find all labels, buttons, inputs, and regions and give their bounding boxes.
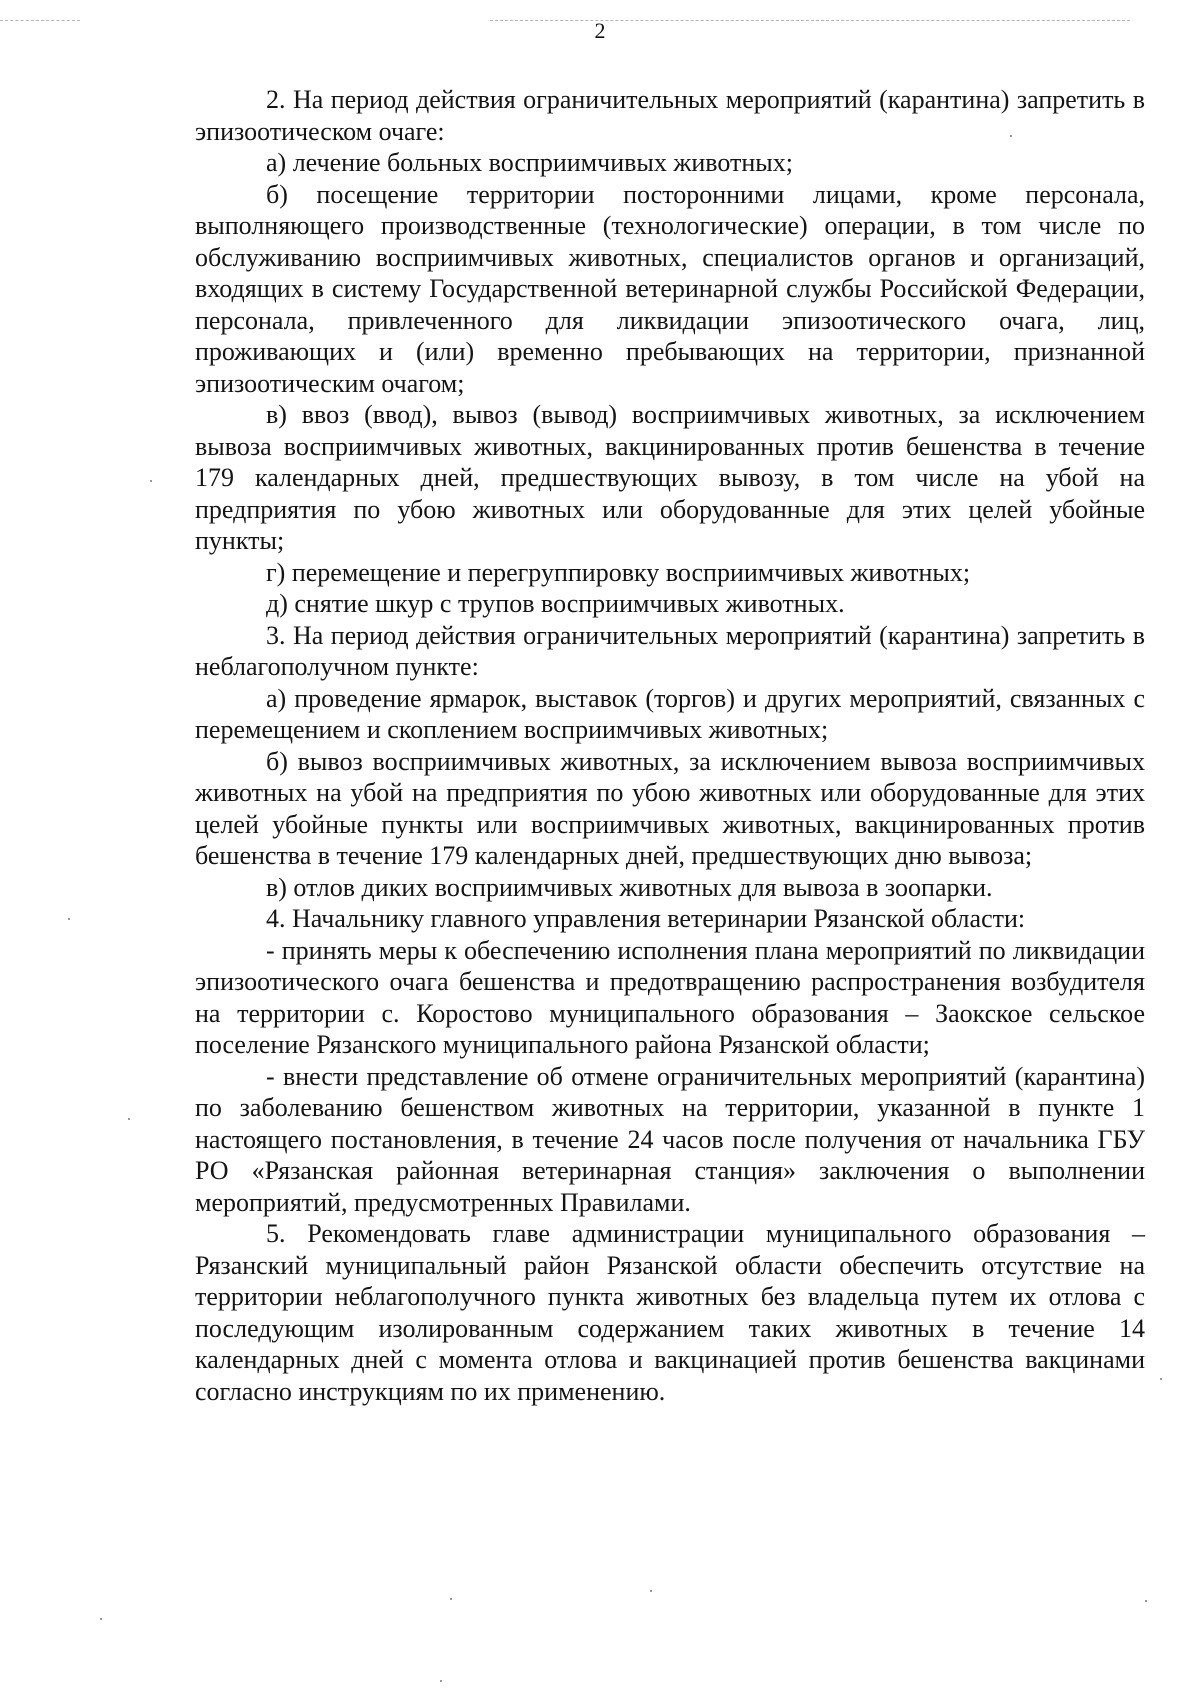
scan-speck	[1160, 1378, 1162, 1380]
scan-speck	[1010, 135, 1012, 137]
document-body	[195, 84, 1145, 1407]
page-number: 2	[594, 18, 606, 43]
clause-4-bullet-2: - внести представление об отмене ограничительных мероприятий (карантина) по заболеванию бешенством животных на территории, указанной в пункте 1 настоящего постановления, в течение 24 часов после получения от начальника ГБУ РО «Рязанская районная ветеринарная станция» заключения о выполнении мероприятий, предусмотренных Правилами.	[195, 1061, 1145, 1217]
clause-2-item-b: б) посещение территории посторонними лицами, кроме персонала, выполняющего производственные (технологические) операции, в том числе по обслуживанию восприимчивых животных, специалистов органов и организаций, входящих в систему Государственной ветеринарной службы Российской Федерации, персонала, привлеченного для ликвидации эпизоотического очага, лиц, проживающих и (или) временно пребывающих на территории, признанной эпизоотическим очагом;	[195, 179, 1145, 398]
clause-5: 5. Рекомендовать главе администрации муниципального образования – Рязанский муниципальный район Рязанской области обеспечить отсутствие на территории неблагополучного пункта животных без владельца путем их отлова с последующим изолированным содержанием таких животных в течение 14 календарных дней с момента отлова и вакцинацией против бешенства вакцинами согласно инструкциям по их применению.	[195, 1219, 1145, 1406]
scan-speck	[128, 1118, 130, 1120]
scan-speck	[440, 1680, 442, 1682]
clause-3-intro: 3. На период действия ограничительных мероприятий (карантина) запретить в неблагополучном пункте:	[195, 620, 1145, 681]
clause-3-item-v: в) отлов диких восприимчивых животных для вывоза в зоопарки.	[266, 872, 993, 902]
clause-3-item-a: а) проведение ярмарок, выставок (торгов) и других мероприятий, связанных с перемещением и скоплением восприимчивых животных;	[195, 683, 1145, 744]
scan-speck	[650, 1590, 652, 1592]
clause-2-item-v: в) ввоз (ввод), вывоз (вывод) восприимчивых животных, за исключением вывоза восприимчивых животных, вакцинированных против бешенства в течение 179 календарных дней, предшествующих вывозу, в том числе на убой на предприятия по убою животных или оборудованные для этих целей убойные пункты;	[195, 400, 1145, 555]
scan-speck	[100, 1618, 102, 1620]
scan-speck	[150, 480, 152, 482]
clause-2-item-a: а) лечение больных восприимчивых животных;	[266, 148, 793, 177]
clause-2-item-g: г) перемещение и перегруппировку восприимчивых животных;	[266, 557, 971, 587]
scan-speck	[1145, 1600, 1147, 1602]
clause-2-item-d: д) снятие шкур с трупов восприимчивых животных.	[266, 589, 845, 618]
scan-speck	[450, 1598, 452, 1600]
clause-4-intro: 4. Начальнику главного управления ветеринарии Рязанской области:	[266, 904, 1026, 933]
clause-4-bullet-1: - принять меры к обеспечению исполнения плана мероприятий по ликвидации эпизоотического очага бешенства и предотвращению распространения возбудителя на территории с. Коростово муниципального образования – Заокское сельское поселение Рязанского муниципального района Рязанской области;	[195, 935, 1145, 1059]
clause-3-item-b: б) вывоз восприимчивых животных, за исключением вывоза восприимчивых животных на убой на предприятия по убою животных или оборудованные для этих целей убойные пункты или восприимчивых животных, вакцинированных против бешенства в течение 179 календарных дней, предшествующих дню вывоза;	[195, 746, 1145, 870]
scan-speck	[68, 918, 70, 920]
clause-2-intro: 2. На период действия ограничительных мероприятий (карантина) запретить в эпизоотическом очаге:	[195, 85, 1145, 146]
